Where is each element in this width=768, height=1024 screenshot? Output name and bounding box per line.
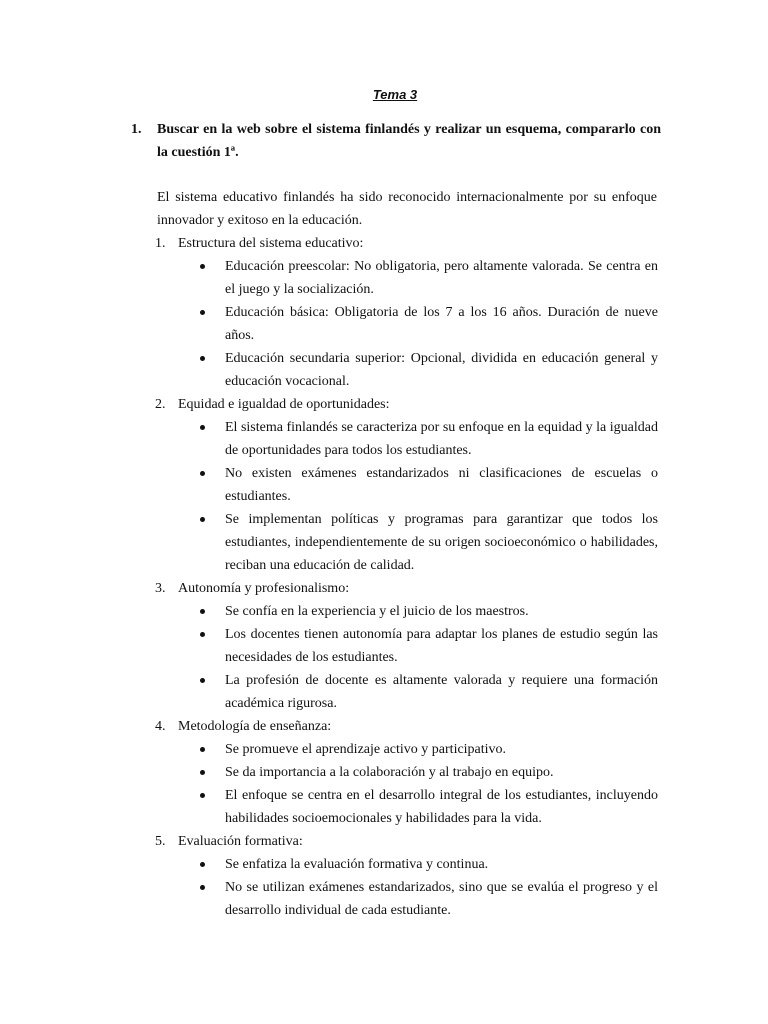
bullet-list (155, 738, 658, 830)
section-number: 4. (155, 719, 166, 734)
bullet-list (155, 853, 658, 922)
bullet-list (155, 600, 658, 715)
bullet-list (155, 416, 658, 577)
intro-paragraph: El sistema educativo finlandés ha sido reconocido internacionalmente por su enfoque innovador y exitoso en la educación. (157, 190, 657, 228)
bullet-item (225, 508, 658, 577)
bullet-dot-icon (200, 356, 205, 361)
bullet-dot-icon (200, 793, 205, 798)
bullet-text: El enfoque se centra en el desarrollo integral de los estudiantes, incluyendo habilidades socioemocionales y habilidades para la vida. (225, 788, 658, 826)
section-number: 1. (155, 236, 166, 251)
section-number: 2. (155, 397, 166, 412)
bullet-dot-icon (200, 632, 205, 637)
bullet-item (225, 761, 658, 784)
section-number: 3. (155, 581, 166, 596)
bullet-text: Se implementan políticas y programas para garantizar que todos los estudiantes, independientemente de su origen socioeconómico o habilidades, reciban una educación de calidad. (225, 512, 658, 573)
question-number: 1. (131, 122, 142, 137)
bullet-list (155, 255, 658, 393)
section-heading (155, 715, 658, 738)
bullet-dot-icon (200, 747, 205, 752)
bullet-item (225, 416, 658, 462)
sections-list (155, 232, 658, 922)
document-title: Tema 3 (372, 87, 418, 102)
bullet-item (225, 784, 658, 830)
section-number: 5. (155, 834, 166, 849)
bullet-text: Educación secundaria superior: Opcional, dividida en educación general y educación vocacional. (225, 351, 658, 389)
bullet-dot-icon (200, 264, 205, 269)
bullet-text: Se da importancia a la colaboración y al trabajo en equipo. (225, 765, 554, 780)
bullet-dot-icon (200, 862, 205, 867)
bullet-dot-icon (200, 885, 205, 890)
bullet-item (225, 669, 658, 715)
bullet-text: Educación preescolar: No obligatoria, pero altamente valorada. Se centra en el juego y la socialización. (225, 259, 658, 297)
section-heading (155, 232, 658, 255)
section-heading-text: Equidad e igualdad de oportunidades: (178, 397, 390, 412)
bullet-dot-icon (200, 770, 205, 775)
section-heading (155, 393, 658, 416)
bullet-item (225, 600, 658, 623)
bullet-dot-icon (200, 471, 205, 476)
bullet-dot-icon (200, 310, 205, 315)
bullet-item (225, 853, 658, 876)
bullet-text: Educación básica: Obligatoria de los 7 a los 16 años. Duración de nueve años. (225, 305, 658, 343)
bullet-item (225, 738, 658, 761)
section-heading-text: Metodología de enseñanza: (178, 719, 332, 734)
bullet-text: No existen exámenes estandarizados ni clasificaciones de escuelas o estudiantes. (225, 466, 658, 504)
bullet-item (225, 347, 658, 393)
section-heading-text: Estructura del sistema educativo: (178, 236, 364, 251)
bullet-item (225, 462, 658, 508)
question-text: Buscar en la web sobre el sistema finlandés y realizar un esquema, compararlo con la cuestión 1ª. (157, 122, 661, 160)
bullet-dot-icon (200, 425, 205, 430)
section-heading-text: Autonomía y profesionalismo: (178, 581, 350, 596)
bullet-dot-icon (200, 678, 205, 683)
bullet-text: El sistema finlandés se caracteriza por su enfoque en la equidad y la igualdad de oportunidades para todos los estudiantes. (225, 420, 658, 458)
bullet-dot-icon (200, 517, 205, 522)
section-heading (155, 577, 658, 600)
bullet-item (225, 623, 658, 669)
bullet-text: La profesión de docente es altamente valorada y requiere una formación académica rigurosa. (225, 673, 658, 711)
bullet-dot-icon (200, 609, 205, 614)
bullet-item (225, 876, 658, 922)
section-heading-text: Evaluación formativa: (178, 834, 303, 849)
bullet-text: Se enfatiza la evaluación formativa y continua. (225, 857, 489, 872)
bullet-text: Los docentes tienen autonomía para adaptar los planes de estudio según las necesidades de los estudiantes. (225, 627, 658, 665)
bullet-text: No se utilizan exámenes estandarizados, sino que se evalúa el progreso y el desarrollo individual de cada estudiante. (225, 880, 658, 918)
question-block (131, 118, 661, 164)
bullet-text: Se confía en la experiencia y el juicio de los maestros. (225, 604, 529, 619)
bullet-text: Se promueve el aprendizaje activo y participativo. (225, 742, 507, 757)
bullet-item (225, 301, 658, 347)
bullet-item (225, 255, 658, 301)
section-heading (155, 830, 658, 853)
